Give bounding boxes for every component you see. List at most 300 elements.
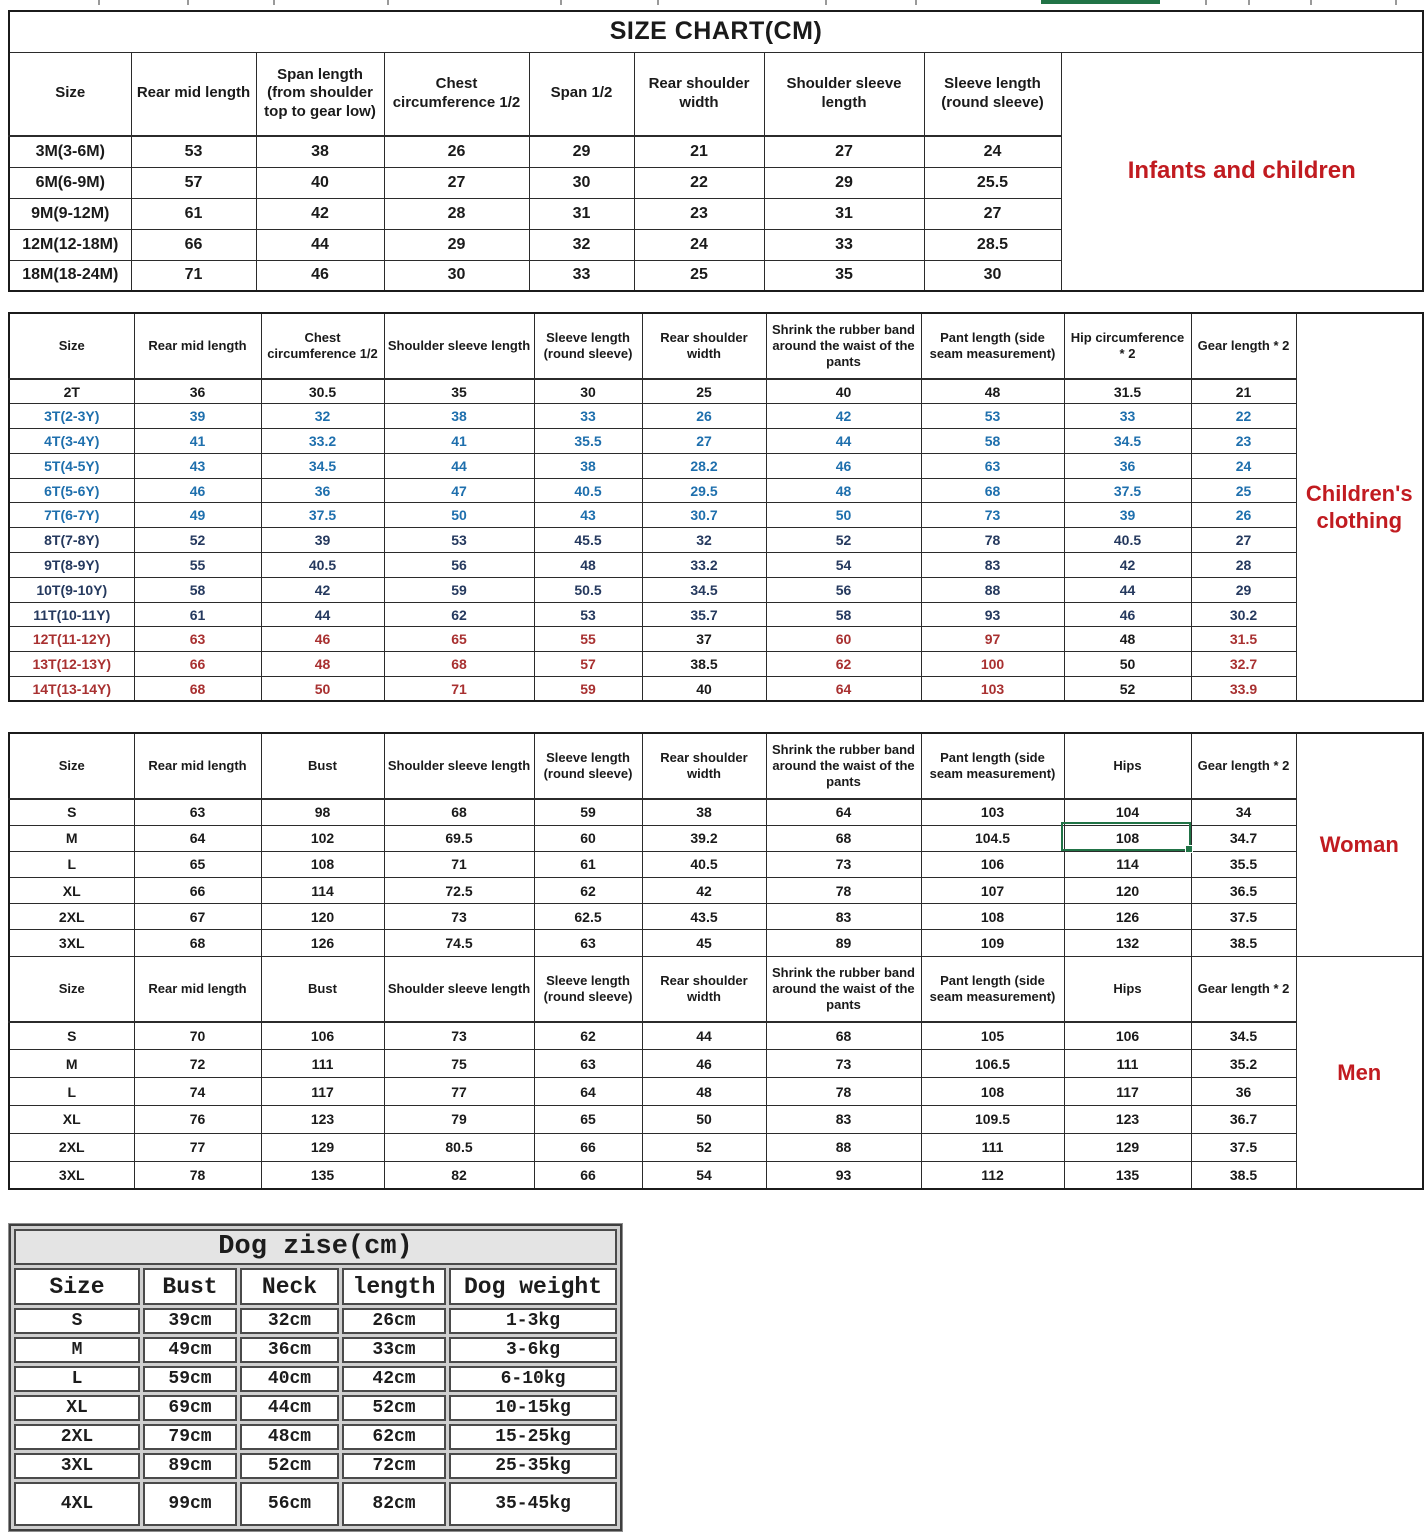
table-cell: 88 — [921, 577, 1064, 602]
table-cell: 108 — [921, 904, 1064, 930]
table-cell: 34.7 — [1191, 825, 1296, 851]
size-row — [9, 478, 1423, 503]
table-cell: 54 — [642, 1161, 766, 1189]
table-cell: 49 — [134, 503, 261, 528]
table-cell: 59 — [534, 799, 642, 825]
table-cell: 55 — [534, 627, 642, 652]
table-cell: 6-10kg — [449, 1366, 617, 1392]
table-cell: 106 — [921, 851, 1064, 877]
table-cell: 114 — [1064, 851, 1191, 877]
column-header: Dog weight — [449, 1268, 617, 1305]
table-cell: 24 — [634, 229, 764, 260]
table-cell: 26cm — [342, 1308, 446, 1334]
table-cell: 126 — [261, 930, 384, 956]
table-cell: 31.5 — [1064, 379, 1191, 404]
row-label: 6M(6-9M) — [9, 167, 131, 198]
table-cell: 32.7 — [1191, 652, 1296, 677]
table-cell: 50 — [261, 677, 384, 702]
size-row — [9, 652, 1423, 677]
table-cell: 27 — [924, 198, 1061, 229]
table-cell: 68 — [766, 1022, 921, 1050]
table-cell: 26 — [384, 136, 529, 167]
column-header: Bust — [143, 1268, 237, 1305]
table-cell: 29 — [1191, 577, 1296, 602]
size-row — [14, 1395, 617, 1421]
section-label-children: Children's clothing — [1296, 313, 1423, 701]
table-cell: 77 — [384, 1078, 534, 1106]
table-cell: 68 — [384, 799, 534, 825]
table-cell: 37.5 — [1191, 904, 1296, 930]
table-cell: 83 — [921, 553, 1064, 578]
table-cell: 70 — [134, 1022, 261, 1050]
table-cell: 57 — [131, 167, 256, 198]
gridline-tick — [657, 0, 659, 5]
table-cell: 71 — [384, 851, 534, 877]
table-cell: 39 — [1064, 503, 1191, 528]
table-cell: 29.5 — [642, 478, 766, 503]
column-header: Size — [9, 733, 134, 799]
table-cell: 34 — [1191, 799, 1296, 825]
table-cell: 79 — [384, 1106, 534, 1134]
table-cell: 93 — [921, 602, 1064, 627]
table-cell: 39.2 — [642, 825, 766, 851]
column-header: Rear shoulder width — [642, 956, 766, 1022]
row-label: 12M(12-18M) — [9, 229, 131, 260]
table-cell: 46 — [256, 260, 384, 291]
table-cell: 38 — [642, 799, 766, 825]
table-cell: 71 — [131, 260, 256, 291]
size-row — [9, 825, 1423, 851]
selected-column-highlight — [1041, 0, 1160, 4]
title-row — [9, 11, 1423, 52]
column-header: Chest circumference 1/2 — [261, 313, 384, 379]
table-cell: 63 — [134, 799, 261, 825]
table-cell: 42cm — [342, 1366, 446, 1392]
table-cell: 42 — [261, 577, 384, 602]
table-cell: 30 — [529, 167, 634, 198]
table-cell: 99cm — [143, 1482, 237, 1526]
size-row — [9, 627, 1423, 652]
column-header: length — [342, 1268, 446, 1305]
table-cell: 60 — [534, 825, 642, 851]
table-cell: 93 — [766, 1161, 921, 1189]
table-cell: 112 — [921, 1161, 1064, 1189]
table-cell: 25 — [642, 379, 766, 404]
header-row — [9, 956, 1423, 1022]
table-cell: 38.5 — [1191, 1161, 1296, 1189]
table-cell: 109 — [921, 930, 1064, 956]
table-cell: 135 — [1064, 1161, 1191, 1189]
table-cell: 31 — [764, 198, 924, 229]
column-header: Pant length (side seam measurement) — [921, 733, 1064, 799]
gridline-tick — [1395, 0, 1397, 5]
row-label: XL — [9, 1106, 134, 1134]
table-cell: 36 — [1064, 453, 1191, 478]
table-cell: 63 — [534, 930, 642, 956]
column-header: Size — [9, 313, 134, 379]
table-cell: 37 — [642, 627, 766, 652]
size-row — [9, 799, 1423, 825]
table-cell: 52 — [766, 528, 921, 553]
table-cell: 104 — [1064, 799, 1191, 825]
table-cell: 22 — [634, 167, 764, 198]
table-cell: 66 — [134, 878, 261, 904]
table-cell: 65 — [534, 1106, 642, 1134]
table-cell: 33 — [529, 260, 634, 291]
table-cell: 37.5 — [1191, 1133, 1296, 1161]
table-cell: 109.5 — [921, 1106, 1064, 1134]
table-cell: 47 — [384, 478, 534, 503]
table-cell: 66 — [534, 1161, 642, 1189]
row-label: L — [9, 851, 134, 877]
table-cell: 52cm — [240, 1453, 339, 1479]
table-cell: 35.5 — [1191, 851, 1296, 877]
table-cell: 58 — [921, 429, 1064, 454]
row-label: L — [9, 1078, 134, 1106]
table-cell: 68 — [921, 478, 1064, 503]
size-row — [9, 602, 1423, 627]
table-cell: 43 — [134, 453, 261, 478]
table-cell: 53 — [384, 528, 534, 553]
table-cell: 56 — [384, 553, 534, 578]
table-cell: 50 — [642, 1106, 766, 1134]
table-cell: 45 — [642, 930, 766, 956]
table-cell: 46 — [134, 478, 261, 503]
row-label: 12T(11-12Y) — [9, 627, 134, 652]
column-header: Rear mid length — [131, 52, 256, 136]
table-cell: 132 — [1064, 930, 1191, 956]
column-header: Pant length (side seam measurement) — [921, 313, 1064, 379]
table-cell: 27 — [642, 429, 766, 454]
table-cell: 52cm — [342, 1395, 446, 1421]
table-cell: 46 — [642, 1050, 766, 1078]
table-cell: 65 — [134, 851, 261, 877]
row-label: 7T(6-7Y) — [9, 503, 134, 528]
table-cell: 108 — [1064, 825, 1191, 851]
table-cell: 120 — [1064, 878, 1191, 904]
table-cell: 41 — [134, 429, 261, 454]
table-cell: 52 — [1064, 677, 1191, 702]
table-cell: 82cm — [342, 1482, 446, 1526]
table-cell: 64 — [766, 799, 921, 825]
table-cell: 40 — [642, 677, 766, 702]
table-cell: 50 — [766, 503, 921, 528]
size-row — [9, 1050, 1423, 1078]
table-cell: 129 — [1064, 1133, 1191, 1161]
table-cell: 46 — [261, 627, 384, 652]
table-cell: 48 — [1064, 627, 1191, 652]
table-cell: 33cm — [342, 1337, 446, 1363]
size-row — [14, 1453, 617, 1479]
table-cell: 64 — [134, 825, 261, 851]
table-cell: 53 — [921, 404, 1064, 429]
gridline-tick — [98, 0, 100, 5]
gridline-tick — [1205, 0, 1207, 5]
table-cell: 33.2 — [642, 553, 766, 578]
column-header: Span length (from shoulder top to gear low) — [256, 52, 384, 136]
row-label: 3XL — [9, 930, 134, 956]
column-header: Sleeve length (round sleeve) — [534, 313, 642, 379]
column-header: Bust — [261, 956, 384, 1022]
size-row — [9, 904, 1423, 930]
table-cell: 39 — [261, 528, 384, 553]
table-cell: 21 — [634, 136, 764, 167]
table-cell: 24 — [924, 136, 1061, 167]
section-label-infants: Infants and children — [1061, 52, 1423, 291]
column-header: Gear length * 2 — [1191, 313, 1296, 379]
table-cell: 48 — [642, 1078, 766, 1106]
table-cell: 28.5 — [924, 229, 1061, 260]
table-cell: 44 — [642, 1022, 766, 1050]
column-header: Shoulder sleeve length — [384, 733, 534, 799]
row-label: 11T(10-11Y) — [9, 602, 134, 627]
table-cell: 40 — [766, 379, 921, 404]
table-cell: 56 — [766, 577, 921, 602]
size-row — [14, 1366, 617, 1392]
table-cell: 66 — [131, 229, 256, 260]
row-label: 2T — [9, 379, 134, 404]
column-header: Bust — [261, 733, 384, 799]
column-header: Rear mid length — [134, 956, 261, 1022]
size-row — [9, 379, 1423, 404]
dog-size-table — [8, 1223, 623, 1532]
table-cell: 129 — [261, 1133, 384, 1161]
row-label: 10T(9-10Y) — [9, 577, 134, 602]
table-cell: 3-6kg — [449, 1337, 617, 1363]
table-cell: 72.5 — [384, 878, 534, 904]
gridline-tick — [560, 0, 562, 5]
row-label: 14T(13-14Y) — [9, 677, 134, 702]
gridline-tick — [1248, 0, 1250, 5]
column-header: Sleeve length (round sleeve) — [534, 956, 642, 1022]
gridline-tick — [273, 0, 275, 5]
table-cell: 36 — [134, 379, 261, 404]
table-cell: 42 — [256, 198, 384, 229]
table-cell: 25-35kg — [449, 1453, 617, 1479]
row-label: 9T(8-9Y) — [9, 553, 134, 578]
table-cell: 35.2 — [1191, 1050, 1296, 1078]
table-cell: 48cm — [240, 1424, 339, 1450]
table-cell: 74 — [134, 1078, 261, 1106]
table-cell: 28 — [384, 198, 529, 229]
size-row — [9, 878, 1423, 904]
column-header: Rear mid length — [134, 733, 261, 799]
row-label: XL — [14, 1395, 140, 1421]
table-cell: 78 — [766, 1078, 921, 1106]
table-cell: 67 — [134, 904, 261, 930]
table-cell: 135 — [261, 1161, 384, 1189]
table-cell: 106 — [1064, 1022, 1191, 1050]
section-label-woman: Woman — [1296, 733, 1423, 956]
table-cell: 37.5 — [261, 503, 384, 528]
size-row — [9, 577, 1423, 602]
column-header: Sleeve length (round sleeve) — [924, 52, 1061, 136]
table-cell: 62 — [384, 602, 534, 627]
gridline-tick — [825, 0, 827, 5]
table-cell: 32 — [642, 528, 766, 553]
table-cell: 106.5 — [921, 1050, 1064, 1078]
table-cell: 25.5 — [924, 167, 1061, 198]
table-cell: 22 — [1191, 404, 1296, 429]
column-header: Shrink the rubber band around the waist of the pants — [766, 733, 921, 799]
table-cell: 40.5 — [261, 553, 384, 578]
table-cell: 34.5 — [642, 577, 766, 602]
table-cell: 71 — [384, 677, 534, 702]
table-cell: 62 — [534, 878, 642, 904]
row-label: 8T(7-8Y) — [9, 528, 134, 553]
table-cell: 72 — [134, 1050, 261, 1078]
active-cell-outline — [1061, 822, 1191, 851]
table-cell: 73 — [766, 1050, 921, 1078]
column-header: Rear shoulder width — [642, 733, 766, 799]
size-row — [9, 503, 1423, 528]
column-header: Size — [9, 956, 134, 1022]
table-cell: 37.5 — [1064, 478, 1191, 503]
table-cell: 80.5 — [384, 1133, 534, 1161]
table-cell: 21 — [1191, 379, 1296, 404]
table-cell: 103 — [921, 799, 1064, 825]
title-row — [14, 1229, 617, 1265]
table-cell: 59cm — [143, 1366, 237, 1392]
table-cell: 42 — [1064, 553, 1191, 578]
table-cell: 38.5 — [1191, 930, 1296, 956]
table-cell: 50 — [1064, 652, 1191, 677]
table-cell: 117 — [1064, 1078, 1191, 1106]
row-label: 3M(3-6M) — [9, 136, 131, 167]
table-cell: 89cm — [143, 1453, 237, 1479]
table-cell: 34.5 — [261, 453, 384, 478]
table-cell: 43.5 — [642, 904, 766, 930]
header-row — [9, 733, 1423, 799]
table-cell: 38 — [384, 404, 534, 429]
size-row — [14, 1424, 617, 1450]
table-cell: 36cm — [240, 1337, 339, 1363]
table-cell: 30.7 — [642, 503, 766, 528]
row-label: 4XL — [14, 1482, 140, 1526]
table-cell: 68 — [766, 825, 921, 851]
table-cell: 111 — [1064, 1050, 1191, 1078]
row-label: M — [9, 825, 134, 851]
table-cell: 40 — [256, 167, 384, 198]
column-header: Shoulder sleeve length — [764, 52, 924, 136]
table-cell: 41 — [384, 429, 534, 454]
table-cell: 64 — [534, 1078, 642, 1106]
table-cell: 88 — [766, 1133, 921, 1161]
table-cell: 40.5 — [642, 851, 766, 877]
table-cell: 50.5 — [534, 577, 642, 602]
table-cell: 23 — [634, 198, 764, 229]
table-cell: 78 — [134, 1161, 261, 1189]
table-cell: 102 — [261, 825, 384, 851]
table-cell: 48 — [261, 652, 384, 677]
table-cell: 58 — [134, 577, 261, 602]
table-cell: 69.5 — [384, 825, 534, 851]
row-label: XL — [9, 878, 134, 904]
table-cell: 25 — [634, 260, 764, 291]
table-cell: 73 — [766, 851, 921, 877]
row-label: 2XL — [9, 1133, 134, 1161]
size-row — [14, 1482, 617, 1526]
column-header: Sleeve length (round sleeve) — [534, 733, 642, 799]
table-cell: 75 — [384, 1050, 534, 1078]
table-cell: 105 — [921, 1022, 1064, 1050]
table-cell: 32 — [529, 229, 634, 260]
table-cell: 36.5 — [1191, 878, 1296, 904]
size-row — [9, 930, 1423, 956]
table-cell: 1-3kg — [449, 1308, 617, 1334]
row-label: M — [9, 1050, 134, 1078]
table-cell: 104.5 — [921, 825, 1064, 851]
table-cell: 23 — [1191, 429, 1296, 454]
column-header: Pant length (side seam measurement) — [921, 956, 1064, 1022]
table-cell: 114 — [261, 878, 384, 904]
table-cell: 44cm — [240, 1395, 339, 1421]
table-cell: 30.2 — [1191, 602, 1296, 627]
table-cell: 61 — [131, 198, 256, 229]
table-cell: 64 — [766, 677, 921, 702]
table-cell: 108 — [261, 851, 384, 877]
row-label: L — [14, 1366, 140, 1392]
table-cell: 36 — [1191, 1078, 1296, 1106]
header-row — [9, 313, 1423, 379]
table-cell: 89 — [766, 930, 921, 956]
table-cell: 26 — [642, 404, 766, 429]
table-cell: 24 — [1191, 453, 1296, 478]
table-cell: 33.9 — [1191, 677, 1296, 702]
column-header: Hips — [1064, 733, 1191, 799]
table-cell: 27 — [764, 136, 924, 167]
row-label: 3XL — [14, 1453, 140, 1479]
active-cell-fill-handle — [1185, 845, 1193, 853]
table-cell: 58 — [766, 602, 921, 627]
row-label: S — [9, 799, 134, 825]
row-label: S — [14, 1308, 140, 1334]
table-cell: 76 — [134, 1106, 261, 1134]
table-cell: 46 — [1064, 602, 1191, 627]
column-header: Shrink the rubber band around the waist of the pants — [766, 956, 921, 1022]
column-header: Shoulder sleeve length — [384, 956, 534, 1022]
table-cell: 72cm — [342, 1453, 446, 1479]
size-row — [9, 851, 1423, 877]
table-cell: 73 — [384, 904, 534, 930]
table-cell: 123 — [261, 1106, 384, 1134]
table-cell: 66 — [134, 652, 261, 677]
table-cell: 108 — [921, 1078, 1064, 1106]
table-cell: 62cm — [342, 1424, 446, 1450]
row-label: 6T(5-6Y) — [9, 478, 134, 503]
row-label: 2XL — [9, 904, 134, 930]
table-cell: 44 — [1064, 577, 1191, 602]
adults-size-table — [8, 732, 1424, 1190]
table-cell: 42 — [766, 404, 921, 429]
table-cell: 73 — [384, 1022, 534, 1050]
column-header: Chest circumference 1/2 — [384, 52, 529, 136]
table-cell: 53 — [131, 136, 256, 167]
column-header: Rear shoulder width — [634, 52, 764, 136]
table-cell: 74.5 — [384, 930, 534, 956]
size-row — [9, 677, 1423, 702]
table-cell: 63 — [534, 1050, 642, 1078]
table-cell: 123 — [1064, 1106, 1191, 1134]
children-size-table — [8, 312, 1424, 702]
table-cell: 62.5 — [534, 904, 642, 930]
size-row — [9, 1106, 1423, 1134]
size-row — [9, 1161, 1423, 1189]
table-cell: 31 — [529, 198, 634, 229]
row-label: 3T(2-3Y) — [9, 404, 134, 429]
table-cell: 40cm — [240, 1366, 339, 1392]
table-cell: 68 — [134, 677, 261, 702]
